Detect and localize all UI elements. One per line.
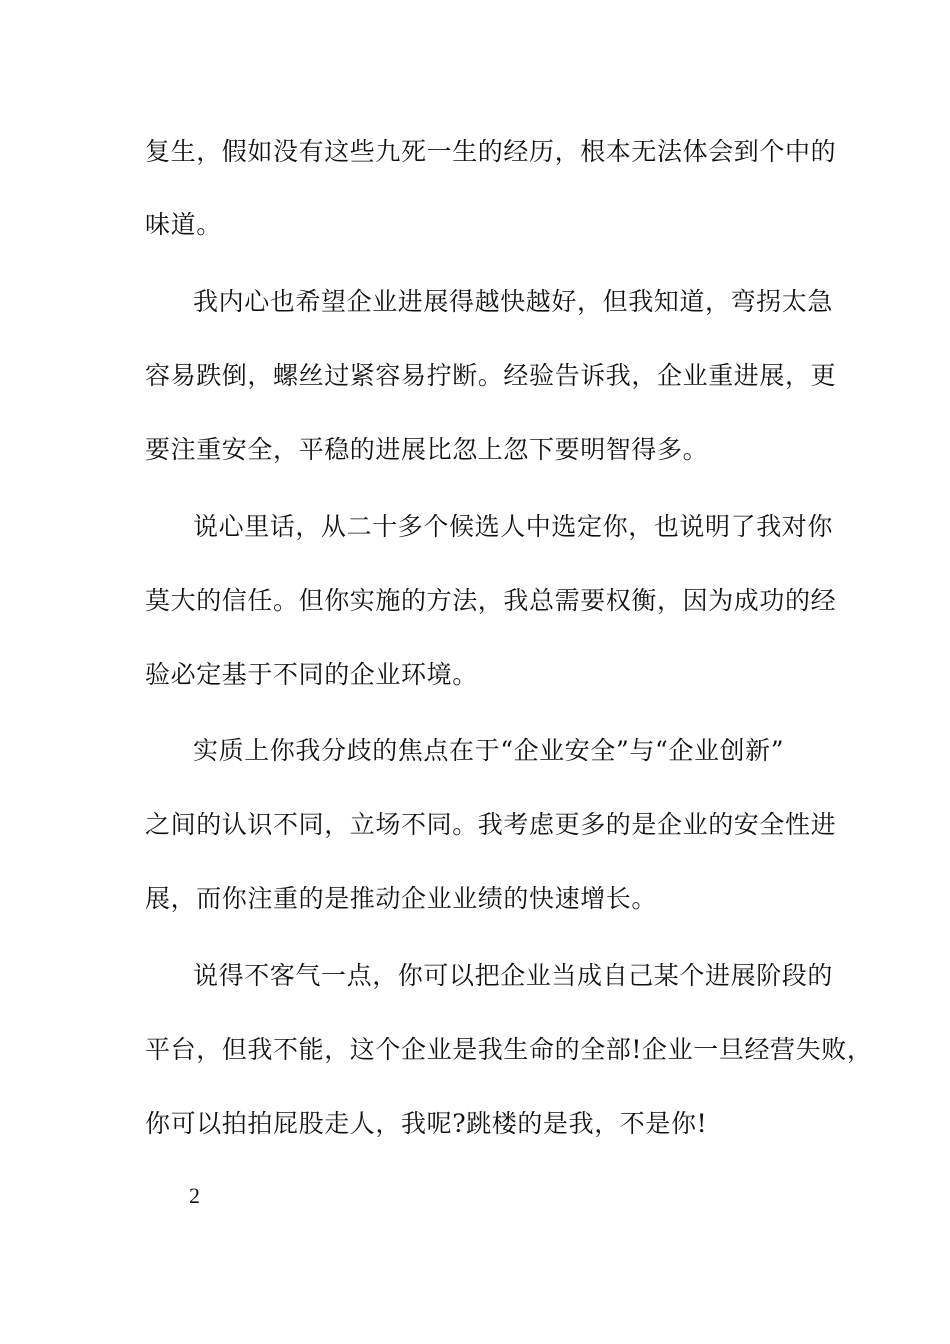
text-line: 平台，但我不能，这个企业是我生命的全部!企业一旦经营失败， — [145, 1035, 873, 1064]
text-line: 复生，假如没有这些九死一生的经历，根本无法体会到个中的 — [145, 137, 837, 166]
text-line: 容易跌倒，螺丝过紧容易拧断。经验告诉我，企业重进展，更 — [145, 361, 837, 390]
text-line: 之间的认识不同，立场不同。我考虑更多的是企业的安全性进 — [145, 810, 837, 839]
text-line: 展，而你注重的是推动企业业绩的快速增长。 — [145, 884, 658, 913]
text-line: 莫大的信任。但你实施的方法，我总需要权衡，因为成功的经 — [145, 586, 837, 615]
paragraph-first-line: 说得不客气一点，你可以把企业当成自己某个进展阶段的 — [193, 961, 834, 990]
text-line: 验必定基于不同的企业环境。 — [145, 660, 478, 689]
paragraph-first-line: 实质上你我分歧的焦点在于“企业安全”与“企业创新” — [193, 736, 785, 765]
text-line: 味道。 — [145, 210, 222, 239]
paragraph-first-line: 说心里话，从二十多个候选人中选定你，也说明了我对你 — [193, 512, 834, 541]
paragraph-first-line: 我内心也希望企业进展得越快越好，但我知道，弯拐太急 — [193, 287, 834, 316]
page-number: 2 — [189, 1183, 200, 1208]
text-line: 要注重安全，平稳的进展比忽上忽下要明智得多。 — [145, 435, 709, 464]
text-line: 你可以拍拍屁股走人，我呢?跳楼的是我，不是你! — [145, 1109, 708, 1138]
